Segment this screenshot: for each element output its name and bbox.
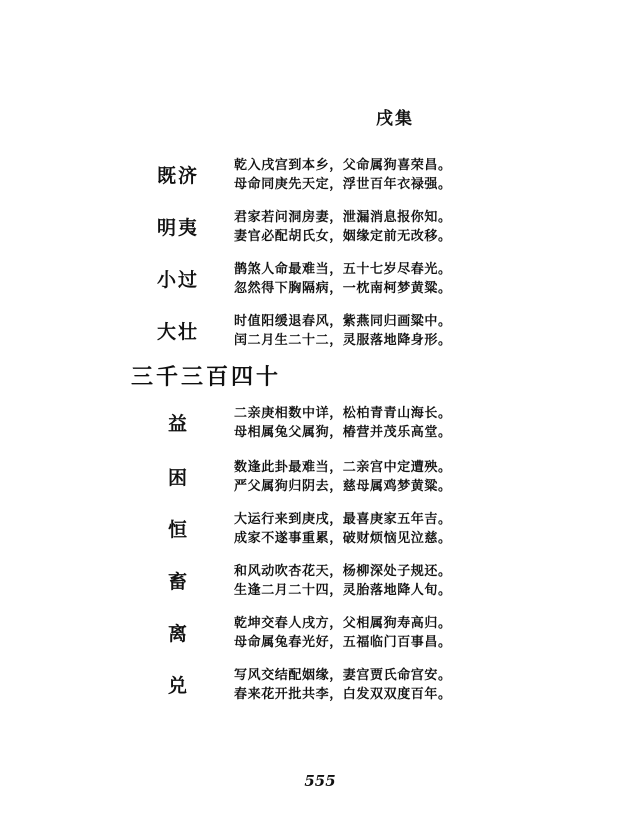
verse-line: 君家若问洞房妻，泄漏消息报你知。 xyxy=(234,210,452,225)
hexagram-entry xyxy=(0,558,640,602)
hexagram-name: 恒 xyxy=(168,519,190,541)
hexagram-entry xyxy=(0,204,640,248)
verse-line: 乾入戌宫到本乡，父命属狗喜荣昌。 xyxy=(234,158,452,173)
hexagram-entry xyxy=(0,662,640,706)
hexagram-name: 困 xyxy=(168,467,190,489)
verse-line: 大运行来到庚戌，最喜庚家五年吉。 xyxy=(234,512,452,527)
verse-line: 严父属狗归阴去，慈母属鸡梦黄粱。 xyxy=(234,479,452,494)
verse-line: 生逢二月二十四，灵胎落地降人旬。 xyxy=(234,583,452,598)
page-number: 555 xyxy=(304,772,336,790)
hexagram-name: 既济 xyxy=(157,165,200,187)
verse-line: 乾坤交春人戌方，父相属狗寿高归。 xyxy=(234,616,452,631)
hexagram-name: 离 xyxy=(168,623,190,645)
hexagram-entry xyxy=(0,506,640,550)
hexagram-entry xyxy=(0,454,640,498)
hexagram-name: 大壮 xyxy=(157,321,200,343)
hexagram-name: 畜 xyxy=(168,571,190,593)
verse-line: 母相属兔父属狗，椿营并茂乐高堂。 xyxy=(234,425,452,440)
page-header-title: 戌集 xyxy=(376,109,414,129)
verse-line: 成家不遂事重累，破财烦恼见泣慈。 xyxy=(234,531,452,546)
verse-line: 写风交结配姻缘，妻宫贾氏命宫安。 xyxy=(234,668,452,683)
verse-line: 二亲庚相数中详，松柏青青山海长。 xyxy=(234,406,452,421)
hexagram-name: 兑 xyxy=(168,675,190,697)
hexagram-name: 小过 xyxy=(157,269,200,291)
hexagram-entry xyxy=(0,308,640,352)
hexagram-entry xyxy=(0,152,640,196)
hexagram-entry xyxy=(0,610,640,654)
verse-line: 和风动吹杏花天，杨柳深处子规还。 xyxy=(234,564,452,579)
verse-line: 闰二月生二十二，灵服落地降身形。 xyxy=(234,333,452,348)
verse-line: 春来花开批共李，白发双双度百年。 xyxy=(234,687,452,702)
verse-line: 数逢此卦最难当，二亲宫中定遭殃。 xyxy=(234,460,452,475)
hexagram-entry xyxy=(0,400,640,444)
verse-line: 鹊煞人命最难当，五十七岁尽春光。 xyxy=(234,262,452,277)
verse-line: 妻官必配胡氏女，姻缘定前无改移。 xyxy=(234,229,452,244)
hexagram-entry xyxy=(0,256,640,300)
verse-line: 母命属兔春光好，五福临门百事昌。 xyxy=(234,635,452,650)
section-title: 三千三百四十 xyxy=(131,364,282,390)
verse-line: 时值阳缓退春风，紫燕同归画粱中。 xyxy=(234,314,452,329)
verse-line: 母命同庚先天定，浮世百年衣禄强。 xyxy=(234,177,452,192)
hexagram-name: 明夷 xyxy=(157,217,200,239)
hexagram-name: 益 xyxy=(168,413,190,435)
verse-line: 忽然得下胸隔病，一枕南柯梦黄粱。 xyxy=(234,281,452,296)
